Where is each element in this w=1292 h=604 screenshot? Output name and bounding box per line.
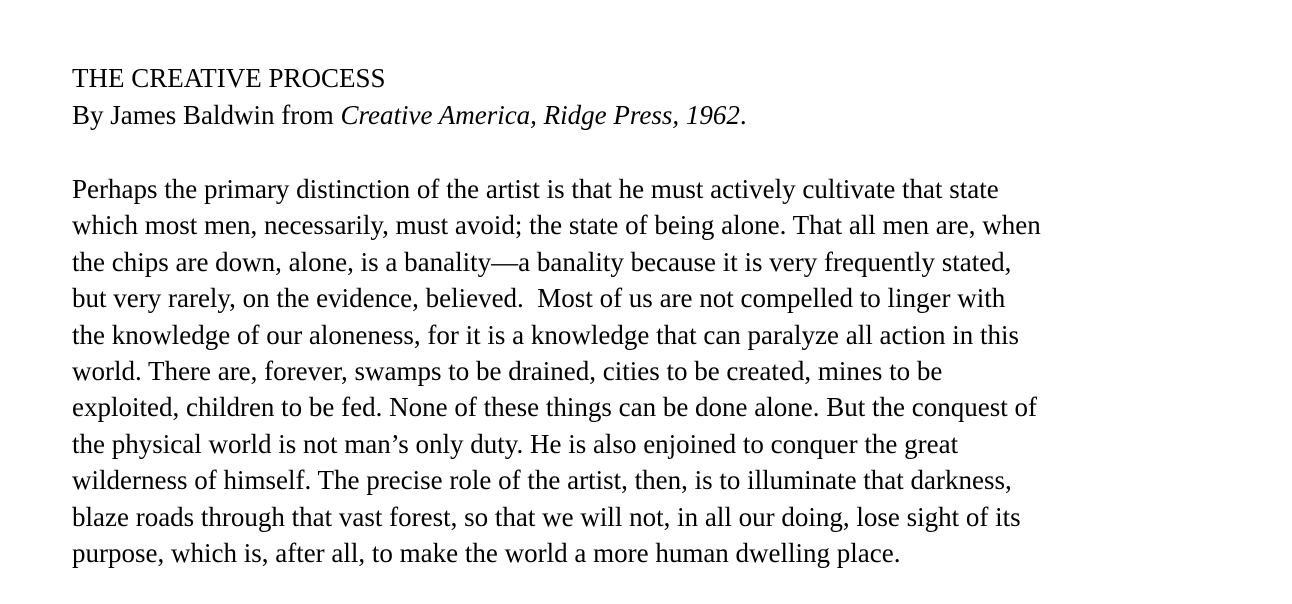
paragraph-line: the chips are down, alone, is a banality—a banality because it is very frequently stated,	[72, 246, 1012, 277]
paragraph-line: the physical world is not man’s only duty. He is also enjoined to conquer the great	[72, 428, 959, 459]
byline-prefix: By James Baldwin from	[72, 100, 341, 130]
paragraph-line: world. There are, forever, swamps to be drained, cities to be created, mines to be	[72, 356, 943, 387]
body-paragraph	[72, 171, 1272, 571]
paragraph-line: but very rarely, on the evidence, believed. Most of us are not compelled to linger with	[72, 283, 1006, 314]
paragraph-line: which most men, necessarily, must avoid; the state of being alone. That all men are, when	[72, 210, 1041, 241]
byline	[72, 97, 1272, 134]
byline-suffix: .	[739, 100, 747, 130]
paragraph-line: the knowledge of our aloneness, for it is a knowledge that can paralyze all action in this	[72, 319, 1019, 350]
paragraph-line: purpose, which is, after all, to make the world a more human dwelling place.	[72, 538, 901, 569]
document-title: THE CREATIVE PROCESS	[72, 63, 386, 93]
byline-source: Creative America, Ridge Press, 1962	[340, 100, 740, 130]
paragraph-line: blaze roads through that vast forest, so that we will not, in all our doing, lose sight of its	[72, 501, 1021, 532]
document	[72, 60, 1272, 571]
paragraph-line: Perhaps the primary distinction of the artist is that he must actively cultivate that state	[72, 174, 999, 204]
paragraph-line: exploited, children to be fed. None of these things can be done alone. But the conquest of	[72, 392, 1037, 423]
paragraph-line: wilderness of himself. The precise role of the artist, then, is to illuminate that darkness,	[72, 465, 1012, 496]
